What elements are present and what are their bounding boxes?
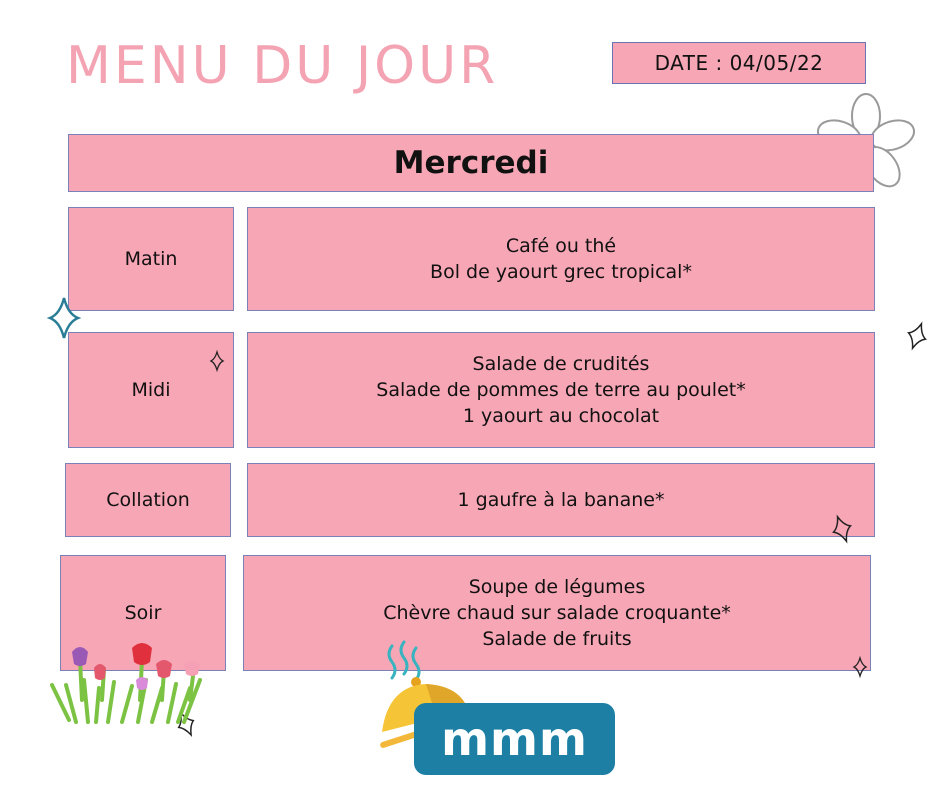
meal-content-midi <box>247 332 875 448</box>
meal-item: Bol de yaourt grec tropical* <box>430 261 692 283</box>
meal-label-midi: Midi <box>68 332 234 448</box>
tulips-icon <box>44 640 214 730</box>
meal-item: Salade de pommes de terre au poulet* <box>376 379 746 401</box>
page-title: MENU DU JOUR <box>66 36 499 96</box>
meal-item: Soupe de légumes <box>468 576 646 598</box>
sparkle-icon <box>210 351 224 371</box>
brand-logo: mmm <box>414 703 615 775</box>
sparkle-icon-blue <box>52 296 82 340</box>
meal-label-collation: Collation <box>65 463 231 537</box>
date-label: DATE : 04/05/22 <box>612 42 866 84</box>
sparkle-icon <box>907 322 927 350</box>
meal-item: Salade de fruits <box>482 628 632 650</box>
day-header: Mercredi <box>68 134 874 192</box>
meal-label-soir: Soir <box>60 555 226 671</box>
meal-label-matin: Matin <box>68 207 234 311</box>
sparkle-icon <box>832 515 852 543</box>
meal-item: 1 yaourt au chocolat <box>462 405 660 427</box>
meal-content-matin <box>247 207 875 311</box>
meal-content-collation <box>247 463 875 537</box>
meal-item: Café ou thé <box>505 235 617 257</box>
meal-item: Chèvre chaud sur salade croquante* <box>383 602 731 624</box>
sparkle-icon <box>853 657 867 677</box>
meal-content-soir <box>243 555 871 671</box>
meal-item: Salade de crudités <box>472 353 650 375</box>
meal-item: 1 gaufre à la banane* <box>457 489 665 511</box>
